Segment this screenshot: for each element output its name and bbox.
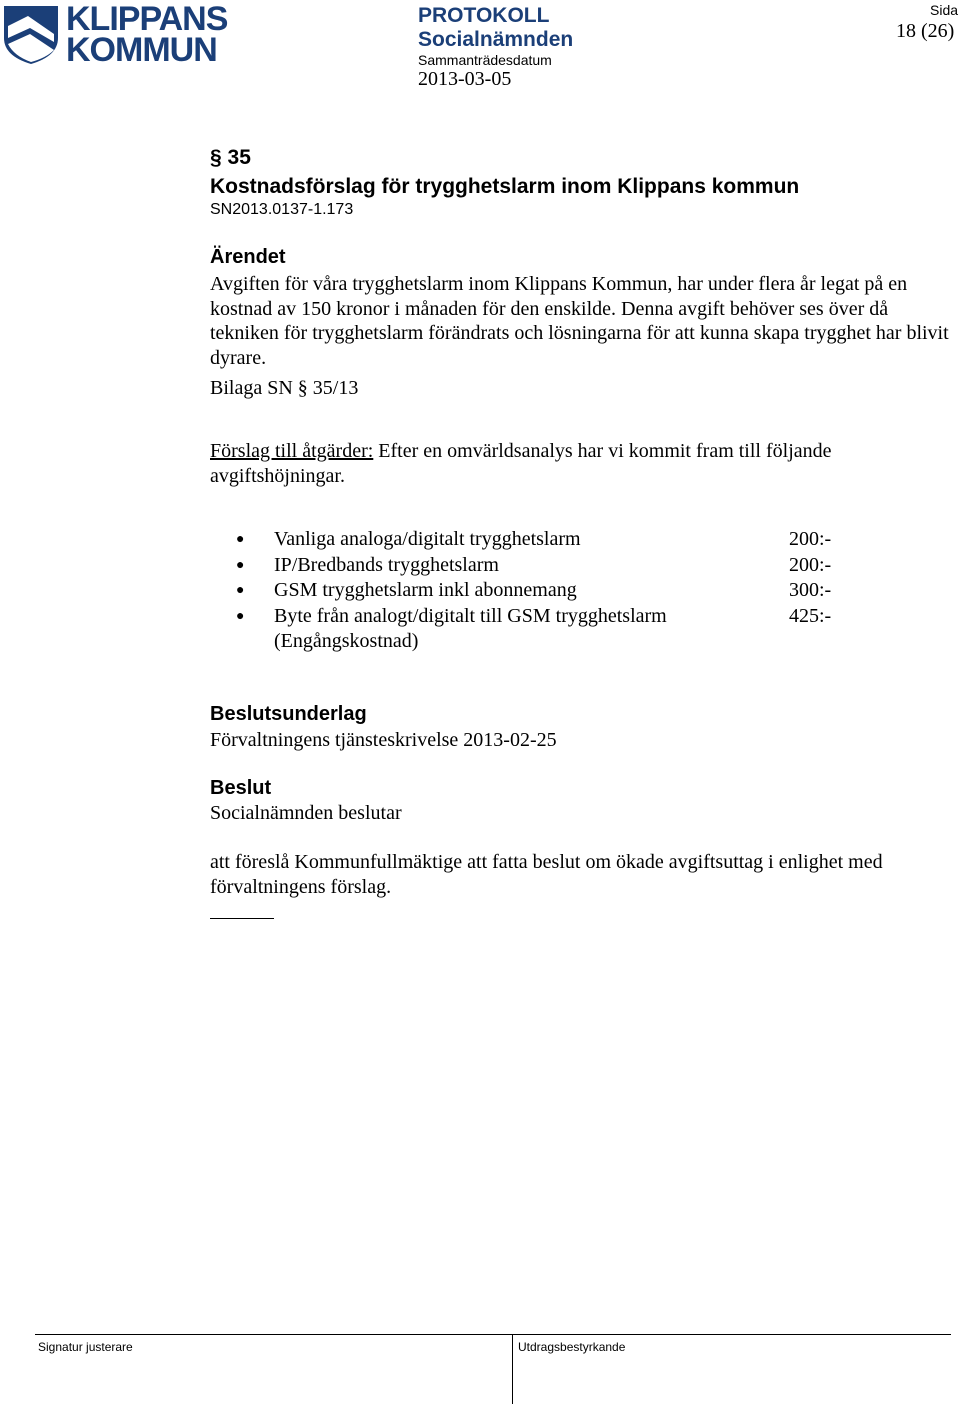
date-label: Sammanträdesdatum xyxy=(418,52,552,68)
list-item-note xyxy=(236,629,856,655)
klippans-kommun-logo xyxy=(2,0,228,70)
fee-price: 200:- xyxy=(789,553,832,576)
section-heading-beslut: Beslut xyxy=(210,777,272,799)
doc-type: PROTOKOLL xyxy=(418,4,550,27)
logo-wordmark xyxy=(66,0,228,69)
footer-rule xyxy=(35,1334,951,1335)
fee-name: Vanliga analoga/digitalt trygghetslarm xyxy=(274,528,581,550)
bullet-icon: ● xyxy=(236,608,245,624)
meeting-date: 2013-03-05 xyxy=(418,68,512,90)
logo-line-2: KOMMUN xyxy=(66,31,217,69)
section-heading-beslutsunderlag: Beslutsunderlag xyxy=(210,703,367,725)
proposal-label: Förslag till åtgärder: xyxy=(210,440,374,462)
bullet-icon: ● xyxy=(236,532,245,547)
arendet-body: Avgiften för våra trygghetslarm inom Klippans Kommun, har under flera år legat på en kostnad av 150 kronor i månaden för den enskilde. Denna avgift behöver ses över då tekniken för trygghetslarm förändrats och lösningarna för att kunna skapa trygghet har blivit dyrare. xyxy=(210,273,949,369)
footer-divider xyxy=(512,1334,513,1404)
logo-line-1: KLIPPANS xyxy=(66,0,228,38)
fee-price: 425:- xyxy=(789,604,832,627)
list-item xyxy=(236,553,856,579)
page-number: 18 (26) xyxy=(896,20,955,42)
case-number: SN2013.0137-1.173 xyxy=(210,201,354,218)
section-heading-arendet: Ärendet xyxy=(210,246,286,268)
list-item xyxy=(236,604,856,630)
fee-price: 300:- xyxy=(789,579,832,601)
fee-note: (Engångskostnad) xyxy=(274,630,419,652)
attachment-reference: Bilaga SN § 35/13 xyxy=(210,377,359,399)
fee-name: GSM trygghetslarm inkl abonnemang xyxy=(274,579,577,601)
proposal-text: Efter en omvärldsanalys har vi kommit fram till följande avgiftshöjningar. xyxy=(210,440,832,487)
fee-name: IP/Bredbands trygghetslarm xyxy=(274,553,499,576)
beslutsunderlag-text: Förvaltningens tjänsteskrivelse 2013-02-25 xyxy=(210,729,557,751)
fee-list xyxy=(236,527,856,655)
proposal-paragraph xyxy=(210,439,950,488)
fee-name: Byte från analogt/digitalt till GSM trygghetslarm xyxy=(274,604,667,627)
end-divider xyxy=(210,918,274,919)
paragraph-number: § 35 xyxy=(210,146,251,169)
decision-text: att föreslå Kommunfullmäktige att fatta beslut om ökade avgiftsuttag i enlighet med förvaltningens förslag. xyxy=(210,851,883,898)
fee-price: 200:- xyxy=(789,528,832,550)
bullet-icon: ● xyxy=(236,583,245,598)
municipal-crest-icon xyxy=(2,4,60,66)
beslut-text: Socialnämnden beslutar xyxy=(210,802,402,824)
list-item xyxy=(236,527,856,553)
extract-label: Utdragsbestyrkande xyxy=(518,1340,626,1354)
page-label: Sida xyxy=(930,2,959,18)
committee-name: Socialnämnden xyxy=(418,28,574,51)
bullet-icon: ● xyxy=(236,557,245,573)
signature-label: Signatur justerare xyxy=(38,1340,133,1354)
list-item xyxy=(236,578,856,604)
item-title: Kostnadsförslag för trygghetslarm inom Klippans kommun xyxy=(210,175,800,198)
